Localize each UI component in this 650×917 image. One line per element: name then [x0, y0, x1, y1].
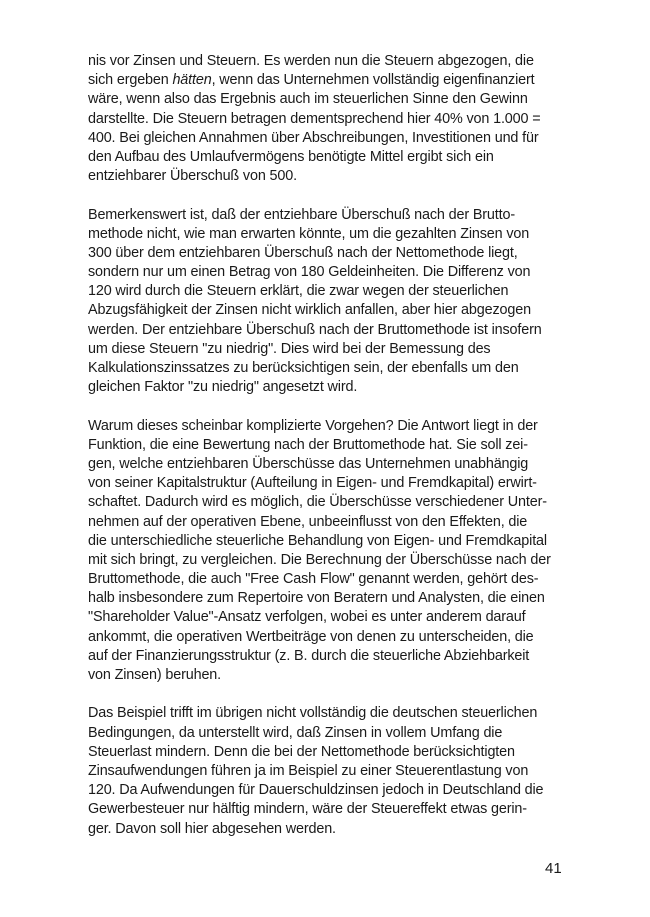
- paragraph-gap: [88, 186, 566, 205]
- text-line: den Aufbau des Umlaufvermögens benötigte Mittel ergibt sich ein: [88, 148, 494, 165]
- text-line: nehmen auf der operativen Ebene, unbeeinflusst von den Effekten, die: [88, 513, 528, 530]
- text-line: gleichen Faktor "zu niedrig" angesetzt wird.: [88, 379, 358, 396]
- text-line: Bedingungen, da unterstellt wird, daß Zinsen in vollem Umfang die: [88, 724, 503, 741]
- text-line: sondern nur um einen Betrag von 180 Geldeinheiten. Die Differenz von: [88, 264, 531, 281]
- paragraph-1: [88, 52, 566, 186]
- text-line: Gewerbesteuer nur hälftig mindern, wäre der Steuereffekt etwas gerin-: [88, 801, 527, 818]
- text-line: 120. Da Aufwendungen für Dauerschuldzinsen jedoch in Deutschland die: [88, 782, 544, 799]
- text-line: 300 über dem entziehbaren Überschuß nach der Nettomethode liegt,: [88, 244, 518, 261]
- paragraph-3: [88, 417, 566, 686]
- text-line: mit sich bringt, zu vergleichen. Die Berechnung der Überschüsse nach der: [88, 551, 551, 568]
- page-number: 41: [545, 860, 562, 877]
- text-line: halb insbesondere zum Repertoire von Beratern und Analysten, die einen: [88, 590, 545, 607]
- text-line: ankommt, die operativen Wertbeiträge von denen zu unterscheiden, die: [88, 628, 534, 645]
- text-line: Bruttomethode, die auch "Free Cash Flow" genannt werden, gehört des-: [88, 571, 539, 588]
- text-line: methode nicht, wie man erwarten könnte, um die gezahlten Zinsen von: [88, 225, 530, 242]
- text-line: 120 wird durch die Steuern erklärt, die zwar wegen der steuerlichen: [88, 283, 509, 300]
- text-line: von seiner Kapitalstruktur (Aufteilung in Eigen- und Fremdkapital) erwirt-: [88, 475, 537, 492]
- text-line: schaftet. Dadurch wird es möglich, die Überschüsse verschiedener Unter-: [88, 494, 547, 511]
- text-line: die unterschiedliche steuerliche Behandlung von Eigen- und Fremdkapital: [88, 532, 547, 549]
- emphasized-word: hätten: [172, 72, 212, 89]
- text-line: von Zinsen) beruhen.: [88, 667, 221, 683]
- text-line: sich ergeben hätten, wenn das Unternehmen vollständig eigenfinanziert: [88, 72, 535, 89]
- text-line: nis vor Zinsen und Steuern. Es werden nun die Steuern abgezogen, die: [88, 53, 534, 69]
- paragraph-2: [88, 206, 566, 398]
- text-line: darstellte. Die Steuern betragen dementsprechend hier 40% von 1.000 =: [88, 110, 541, 127]
- text-line: 400. Bei gleichen Annahmen über Abschreibungen, Investitionen und für: [88, 129, 539, 146]
- text-line: um diese Steuern "zu niedrig". Dies wird bei der Bemessung des: [88, 340, 491, 357]
- text-line: gen, welche entziehbaren Überschüsse das Unternehmen unabhängig: [88, 455, 529, 472]
- text-line: wäre, wenn also das Ergebnis auch im steuerlichen Sinne den Gewinn: [88, 91, 528, 108]
- text-line: Kalkulationszinssatzes zu berücksichtigen sein, der ebenfalls um den: [88, 360, 519, 376]
- page-body: [88, 52, 566, 839]
- text-line: Steuerlast mindern. Denn die bei der Nettomethode berücksichtigten: [88, 743, 515, 760]
- text-line: entziehbarer Überschuß von 500.: [88, 168, 297, 185]
- paragraph-4: [88, 704, 566, 838]
- paragraph-gap: [88, 397, 566, 416]
- text-line: Zinsaufwendungen führen ja im Beispiel zu einer Steuerentlastung von: [88, 762, 529, 779]
- text-line: Das Beispiel trifft im übrigen nicht vollständig die deutschen steuerlichen: [88, 705, 538, 722]
- text-line: Funktion, die eine Bewertung nach der Bruttomethode hat. Sie soll zei-: [88, 436, 528, 453]
- paragraph-gap: [88, 685, 566, 704]
- text-line: Warum dieses scheinbar komplizierte Vorgehen? Die Antwort liegt in der: [88, 417, 538, 434]
- text-line: ger. Davon soll hier abgesehen werden.: [88, 820, 336, 837]
- text-line: Abzugsfähigkeit der Zinsen nicht wirklich anfallen, aber hier abgezogen: [88, 302, 531, 319]
- text-line: auf der Finanzierungsstruktur (z. B. durch die steuerliche Abziehbarkeit: [88, 647, 530, 664]
- text-line: Bemerkenswert ist, daß der entziehbare Überschuß nach der Brutto-: [88, 206, 515, 223]
- text-line: werden. Der entziehbare Überschuß nach der Bruttomethode ist insofern: [88, 321, 542, 338]
- text-line: "Shareholder Value"-Ansatz verfolgen, wobei es unter anderem darauf: [88, 609, 526, 626]
